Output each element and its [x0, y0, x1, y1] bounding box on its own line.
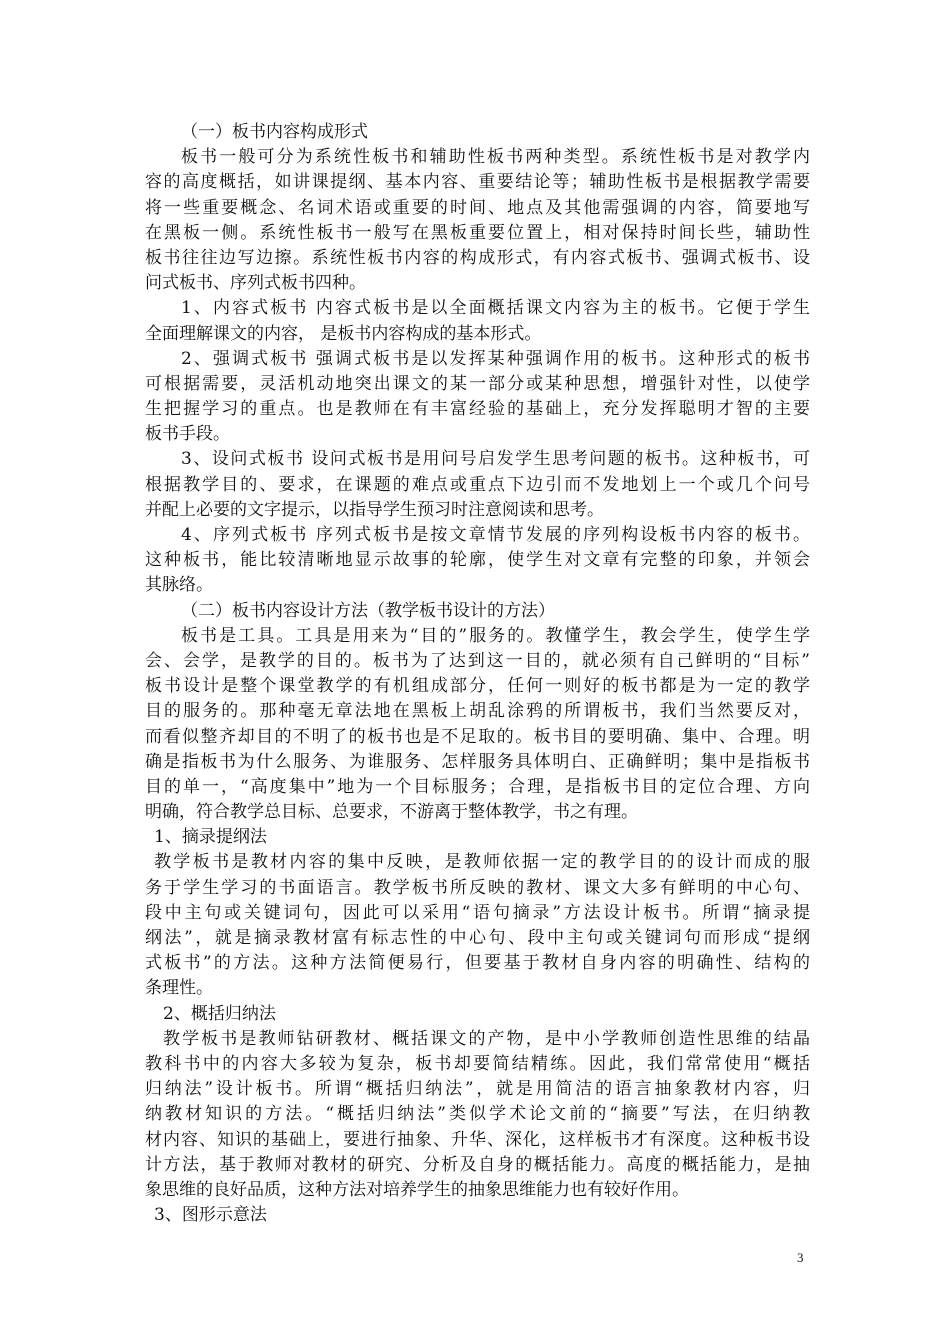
text-line: 纳教材知识的方法。“概括归纳法”类似学术论文前的“摘要”写法，在归纳教 — [145, 1104, 810, 1125]
text-line: 教科书中的内容大多较为复杂，板书却要简结精练。因此，我们常常使用“概括 — [145, 1053, 810, 1074]
text-line: 板书是工具。工具是用来为“目的”服务的。教懂学生，教会学生，使学生学 — [181, 625, 810, 646]
text-line: 计方法，基于教师对教材的研究、分析及自身的概括能力。高度的概括能力，是抽 — [145, 1154, 810, 1175]
text-line: 条理性。 — [145, 978, 213, 999]
text-line: 务于学生学习的书面语言。教学板书所反映的教材、课文大多有鲜明的中心句、 — [145, 877, 810, 898]
text-line: 板书往往边写边擦。系统性板书内容的构成形式，有内容式板书、强调式板书、设 — [145, 247, 810, 268]
text-line: 会、会学，是教学的目的。板书为了达到这一目的，就必须有自己鲜明的“目标” — [145, 650, 810, 671]
text-line: 2、概括归纳法 — [163, 1003, 276, 1024]
text-line: 容的高度概括，如讲课提纲、基本内容、重要结论等；辅助性板书是根据教学需要 — [145, 172, 810, 193]
text-line: 目的服务的。那种毫无章法地在黑板上胡乱涂鸦的所谓板书，我们当然要反对， — [145, 701, 810, 722]
text-line: 而看似整齐却目的不明了的板书也是不足取的。板书目的要明确、集中、合理。明 — [145, 726, 810, 747]
text-line: 4、序列式板书 序列式板书是按文章情节发展的序列构设板书内容的板书。 — [181, 525, 810, 545]
text-line: 3、设问式板书 设问式板书是用问号启发学生思考问题的板书。这种板书，可 — [181, 449, 810, 470]
text-line: 可根据需要，灵活机动地突出课文的某一部分或某种思想，增强针对性，以使学 — [145, 373, 810, 394]
text-line: 目的单一，“高度集中”地为一个目标服务；合理，是指板书目的定位合理、方向 — [145, 776, 810, 797]
text-line: 将一些重要概念、名词术语或重要的时间、地点及其他需强调的内容，简要地写 — [145, 197, 810, 218]
text-line: 根据教学目的、要求，在课题的难点或重点下边引而不发地划上一个或几个问号 — [145, 474, 810, 495]
text-line: 生把握学习的重点。也是教师在有丰富经验的基础上，充分发挥聪明才智的主要 — [145, 399, 810, 420]
text-line: 并配上必要的文字提示，以指导学生预习时注意阅读和思考。 — [145, 499, 604, 520]
text-line: 材内容、知识的基础上，要进行抽象、升华、深化，这样板书才有深度。这种板书设 — [145, 1129, 810, 1150]
text-line: 板书一般可分为系统性板书和辅助性板书两种类型。系统性板书是对教学内 — [181, 147, 810, 168]
text-line: 纲法”，就是摘录教材富有标志性的中心句、段中主句或关键词句而形成“提纲 — [145, 928, 810, 948]
text-line: 在黑板一侧。系统性板书一般写在黑板重要位置上，相对保持时间长些，辅助性 — [145, 222, 810, 243]
text-line: 问式板书、序列式板书四种。 — [145, 273, 366, 294]
text-line: （一）板书内容构成形式 — [181, 122, 368, 142]
page-number: 3 — [797, 1250, 804, 1265]
text-line: 归纳法”设计板书。所谓“概括归纳法”，就是用简洁的语言抽象教材内容，归 — [145, 1079, 810, 1100]
text-line: （二）板书内容设计方法（教学板书设计的方法） — [181, 600, 555, 621]
text-line: 其脉络。 — [145, 575, 213, 596]
document-body — [145, 120, 810, 1228]
text-line: 象思维的良好品质，这种方法对培养学生的抽象思维能力也有较好作用。 — [145, 1179, 689, 1200]
text-line: 板书手段。 — [145, 424, 230, 445]
text-line: 全面理解课文的内容， 是板书内容构成的基本形式。 — [145, 323, 542, 344]
text-line: 1、摘录提纲法 — [154, 827, 267, 848]
text-line: 确是指板书为什么服务、为谁服务、怎样服务具体明白、正确鲜明；集中是指板书 — [145, 751, 810, 772]
text-line: 2、强调式板书 强调式板书是以发挥某种强调作用的板书。这种形式的板书 — [181, 348, 810, 369]
text-line: 3、图形示意法 — [154, 1205, 267, 1226]
text-line: 教学板书是教材内容的集中反映，是教师依据一定的教学目的的设计而成的服 — [154, 852, 810, 873]
text-line: 板书设计是整个课堂教学的有机组成部分，任何一则好的板书都是为一定的教学 — [145, 676, 810, 697]
text-line: 式板书”的方法。这种方法简便易行，但要基于教材自身内容的明确性、结构的 — [145, 953, 810, 974]
text-line: 教学板书是教师钻研教材、概括课文的产物，是中小学教师创造性思维的结晶 — [163, 1028, 810, 1049]
text-line: 这种板书，能比较清晰地显示故事的轮廓，使学生对文章有完整的印象，并领会 — [145, 550, 810, 571]
text-line: 1、内容式板书 内容式板书是以全面概括课文内容为主的板书。它便于学生 — [181, 298, 810, 319]
text-line: 明确，符合教学总目标、总要求，不游离于整体教学，书之有理。 — [145, 802, 638, 823]
text-line: 段中主句或关键词句，因此可以采用“语句摘录”方法设计板书。所谓“摘录提 — [145, 902, 810, 923]
